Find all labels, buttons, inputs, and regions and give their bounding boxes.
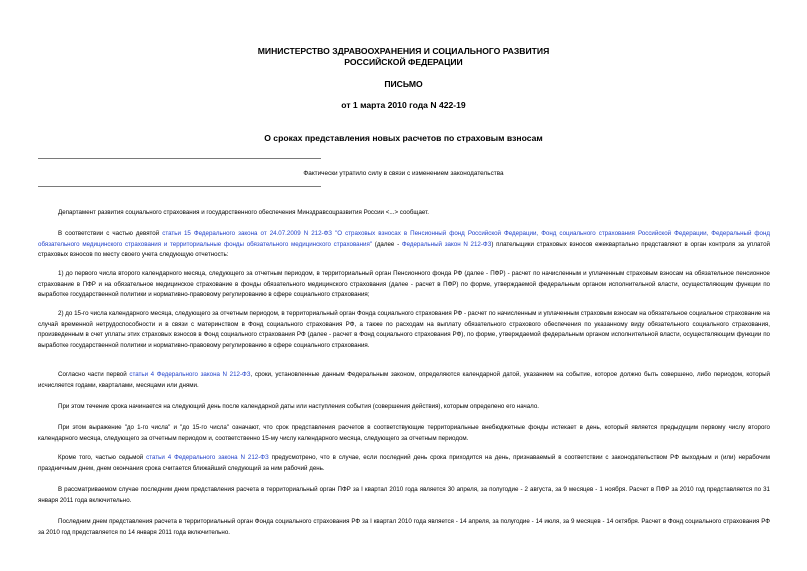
- document-date-number: от 1 марта 2010 года N 422-19: [341, 100, 466, 110]
- paragraph-text: Кроме того, частью седьмой: [58, 454, 147, 461]
- paragraph-text: 2) до 15-го числа календарного месяца, следующего за отчетным периодом, в территориальный орган Фонда социального страхования РФ - расчет по начисленным и уплаченным страховым взносам на обязательное социальное страхование на случай временной нетрудоспособности и в связи с материнством в Фонд социального страхования РФ, а также по расходам на выплату обязательного страхового обеспечения по указанному виду обязательного социального страхования, произведенным в счет уплаты этих страховых взносов в Фонд социального страхования РФ (далее - расчет в Фонд социального страхования РФ), по форме, утверждаемой федеральным органом исполнительной власти, осуществляющим функции по выработке государственной политики и нормативно-правовому регулированию в сфере социального страхования.: [38, 310, 770, 349]
- paragraph-intro-text: Департамент развития социального страхования и государственного обеспечения Минздравсоцразвития России <...> сообщает.: [58, 209, 430, 216]
- paragraph-text: (далее -: [372, 240, 402, 248]
- law-212-fz-link[interactable]: Федеральный закон N 212-ФЗ: [401, 240, 492, 248]
- paragraph-item-1: [38, 269, 770, 302]
- law-article-4-link-2[interactable]: статьи 4 Федерального закона N 212-ФЗ: [146, 454, 269, 461]
- document-type: ПИСЬМО: [384, 79, 423, 89]
- paragraph-text: При этом течение срока начинается на следующий день после календарной даты или наступления события (совершения действия), которым определено его начало.: [58, 403, 540, 410]
- paragraph-text: ) плательщики страховых взносов ежеквартально представляют в орган контроля за уплатой страховых взносов по месту своего учета следующую отчетность:: [38, 240, 770, 259]
- paragraph-text: Согласно части первой: [58, 371, 130, 378]
- paragraph-text: При этом выражение "до 1-го числа" и "до 15-го числа" означают, что срок представления расчетов в соответствующие территориальные внебюджетные фонды истекает в день, который является предыдущим первому числу второго календарного месяца, следующего за отчетным периодом и, соответственно 15-му числу календарного месяца, следующего за отчетным периодом.: [38, 424, 770, 442]
- ministry-name-line2: РОССИЙСКОЙ ФЕДЕРАЦИИ: [344, 57, 463, 67]
- document-title: О сроках представления новых расчетов по страховым взносам: [264, 133, 543, 143]
- paragraph-text: В рассматриваемом случае последним днем представления расчета в территориальный орган ПФР за I квартал 2010 года является 30 апреля, за полугодие - 2 августа, за 9 месяцев - 1 ноября. Расчет в ПФР за 2010 год представляется по 31 января 2011 года включительно.: [38, 486, 770, 504]
- paragraph-legal-basis: [38, 229, 770, 262]
- law-article-4-link[interactable]: статьи 4 Федерального закона N 212-ФЗ: [129, 371, 251, 378]
- paragraph-pfr-deadlines: [38, 485, 770, 507]
- paragraph-terms: [38, 370, 770, 392]
- paragraph-fss-deadlines: [38, 517, 770, 539]
- law-article-15-link[interactable]: статьи 15 Федерального закона от 24.07.2009 N 212-ФЗ "О страховых взносах в Пенсионный фонд Российской Федерации, Фонд социального страхования Российской Федерации, Федеральный фонд обязательного медицинского страхования и территориальные фонды обязательного медицинского страхования": [38, 230, 770, 248]
- paragraph-intro: [38, 208, 770, 219]
- separator-top: [38, 158, 321, 159]
- paragraph-text: Последним днем представления расчета в территориальный орган Фонда социального страхования РФ за I квартал 2010 года является - 14 апреля, за полугодие - 14 июля, за 9 месяцев - 14 октября. Расчет в Фонд социального страхования РФ за 2010 год представляется по 14 января 2011 года включительно.: [38, 518, 770, 536]
- paragraph-text: предусмотрено, что в случае, если последний день срока приходится на день, признаваемый в соответствии с законодательством РФ выходным и (или) нерабочим праздничным днем, днем окончания срока считается ближайший следующий за ним рабочий день.: [38, 454, 770, 472]
- paragraph-item-2: [38, 309, 770, 363]
- separator-bottom: [38, 186, 321, 187]
- ministry-name-line1: МИНИСТЕРСТВО ЗДРАВООХРАНЕНИЯ И СОЦИАЛЬНОГО РАЗВИТИЯ: [257, 46, 550, 56]
- paragraph-text: 1) до первого числа второго календарного месяца, следующего за отчетным периодом, в территориальный орган Пенсионного фонда РФ (далее - ПФР) - расчет по начисленным и уплаченным страховым взносам на обязательное пенсионное страхование в ПФР и на обязательное медицинское страхование в фонды обязательного медицинского страхования (далее - расчет в ПФР) по форме, утверждаемой федеральным органом исполнительной власти, осуществляющим функции по выработке государственной политики и нормативно-правовому регулированию в сфере социального страхования;: [38, 270, 770, 299]
- paragraph-text: , сроки, установленные данным Федеральным законом, определяются календарной датой, указанием на событие, которое должно быть совершено, либо периодом, который исчисляется годами, кварталами, месяцами или днями.: [38, 371, 770, 389]
- status-note: Фактически утратило силу в связи с изменением законодательства: [303, 170, 504, 177]
- paragraph-weekend-rule: [38, 453, 770, 475]
- paragraph-term-start: [38, 402, 770, 413]
- paragraph-text: В соответствии с частью девятой: [58, 230, 163, 237]
- paragraph-deadline-meaning: [38, 423, 770, 445]
